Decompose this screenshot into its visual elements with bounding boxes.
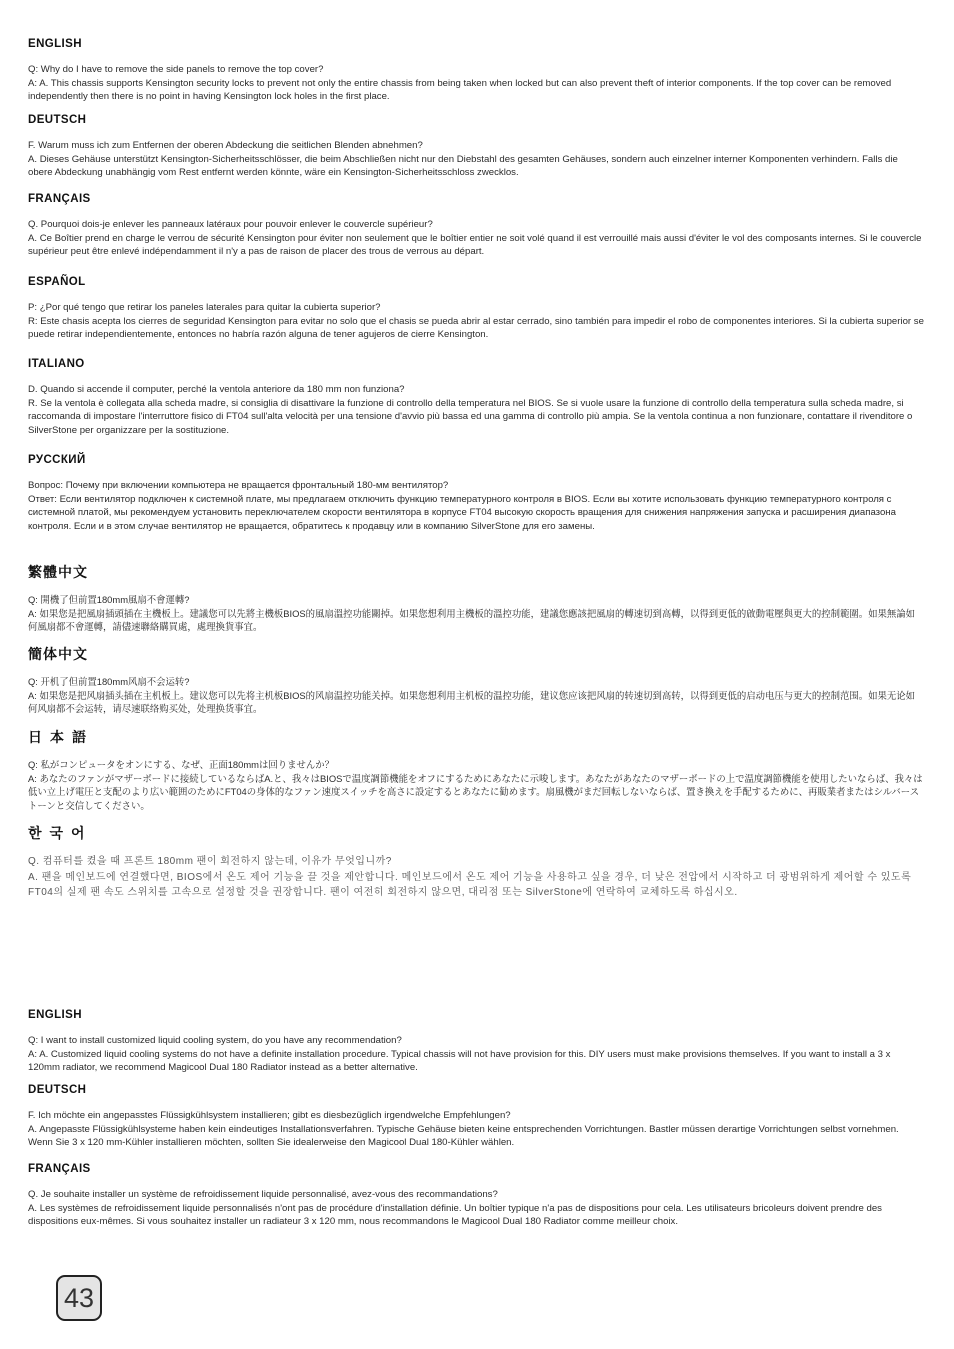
section-heading: ENGLISH: [28, 1009, 82, 1021]
section-korean: [28, 823, 924, 901]
section-italiano: [28, 358, 924, 437]
section-english-2: [28, 1009, 924, 1075]
question-text: F. Ich möchte ein angepasstes Flüssigkühlsystem installieren; gibt es diesbezüglich irgendwelche Empfehlungen?: [28, 1110, 511, 1121]
section-deutsch-2: [28, 1084, 924, 1150]
section-heading: ESPAÑOL: [28, 276, 86, 288]
section-heading: 簡体中文: [28, 646, 88, 662]
question-text: Q. Je souhaite installer un système de refroidissement liquide personnalisé, avez-vous des recommandations?: [28, 1189, 498, 1200]
section-traditional-chinese: [28, 562, 924, 634]
section-heading: 繁體中文: [28, 564, 88, 580]
section-english-1: [28, 38, 924, 104]
question-text: Q. Pourquoi dois-je enlever les panneaux latéraux pour pouvoir enlever le couvercle supérieur?: [28, 219, 433, 230]
section-heading: РУССКИЙ: [28, 454, 86, 466]
question-text: Q: I want to install customized liquid cooling system, do you have any recommendation?: [28, 1035, 402, 1046]
answer-text: A. Les systèmes de refroidissement liquide personnalisés n'ont pas de procédure d'installation définie. Un boîtier typique n'a pas de dispositions pour cela. Les utilisateurs bricoleurs doivent prendre des dispositions eux-mêmes. Si vous souhaitez installer un radiateur 3 x 120 mm, nous recommandons le Magicool Dual 180 Radiator comme meilleur choix.: [28, 1202, 882, 1228]
question-text: P: ¿Por qué tengo que retirar los paneles laterales para quitar la cubierta superior?: [28, 302, 381, 313]
answer-text: R: Este chasis acepta los cierres de seguridad Kensington para evitar no solo que el chasis se pueda abrir al estar cerrado, sino también para impedir el robo de componentes interiores. Si la cubierta superior se puede retirar independientemente, entonces no habría razón alguna de tener agujeros de cierre Kensington.: [28, 315, 924, 341]
answer-text: Ответ: Если вентилятор подключен к системной плате, мы предлагаем отключить функцию температурного контроля в BIOS. Если вы хотите использовать функцию температурного контроля с системной платой, мы рекомендуем установить переключателем скорости вентилятора в корпусе FT04 высокую скорость вращения для снижения напряжения запуска и расширения диапазона контроля. Если и в этом случае вентилятор не вращается, обратитесь к продавцу или в компанию SilverStone для его замены.: [28, 493, 896, 532]
question-text: F. Warum muss ich zum Entfernen der oberen Abdeckung die seitlichen Blenden abnehmen?: [28, 140, 423, 151]
question-text: Q: Why do I have to remove the side panels to remove the top cover?: [28, 64, 324, 75]
section-espanol: [28, 276, 924, 342]
section-francais-1: [28, 193, 924, 259]
answer-text: A: 如果您是把风扇插头插在主机板上。建议您可以先将主机板BIOS的风扇温控功能关掉。如果您想利用主机板的温控功能，建议您应该把风扇的转速切到高转，以得到更低的启动电压与更大的控制范围。如果无论如何风扇都不会运转，请尽速联络购买处，处理换货事宜。: [28, 689, 915, 715]
answer-text: A: あなたのファンがマザーボードに接続しているならばA.と、我々はBIOSで温度調節機能をオフにするためにあなたに示唆します。あなたがあなたのマザーボードの上で温度調節機能を使用したいならば、我々は低い立上げ電圧と支配のより広い範囲のためにFT04の身体的なファン速度スイッチを高さに設定するとあなたに勧めます。扇風機がまだ回転しないならば、置き換えを手配するために、再販業者またはシルバーストーンと交信してください。: [28, 772, 923, 811]
question-text: Q: 開機了但前置180mm風扇不會運轉?: [28, 594, 190, 605]
answer-text: A: A. Customized liquid cooling systems do not have a definite installation procedure. Typical chassis will not have provision for this. DIY users must make provisions themselves. If you want to install a 3 x 120mm radiator, we recommend Magicool Dual 180 Radiator instead as a better alternative.: [28, 1048, 891, 1074]
section-heading: ENGLISH: [28, 38, 82, 50]
section-heading: ITALIANO: [28, 358, 85, 370]
section-francais-2: [28, 1163, 924, 1229]
question-text: Q: 开机了但前置180mm风扇不会运转?: [28, 676, 190, 687]
answer-text: A: 如果您是把風扇插頭插在主機板上。建議您可以先將主機板BIOS的風扇溫控功能關掉。如果您想利用主機板的溫控功能，建議您應該把風扇的轉速切到高轉，以得到更低的啟動電壓與更大的控制範圍。如果無論如何風扇都不會運轉，請儘速聯絡購買處，處理換貨事宜。: [28, 607, 915, 633]
question-text: D. Quando si accende il computer, perché la ventola anteriore da 180 mm non funziona?: [28, 384, 405, 395]
section-deutsch-1: [28, 114, 924, 180]
section-heading: FRANÇAIS: [28, 193, 91, 205]
answer-text: A: A. This chassis supports Kensington security locks to prevent not only the entire chassis from being taken when locked but can also prevent theft of interior components. If the top cover can be removed independently then there is no point in having Kensington lock holes in the first place.: [28, 77, 892, 103]
answer-text: A. Angepasste Flüssigkühlsysteme haben kein eindeutiges Installationsverfahren. Typische Gehäuse bieten keine entsprechenden Vorrichtungen. Bastler müssen derartige Vorrichtungen selbst vornehmen. Wenn Sie 3 x 120 mm-Kühler installieren möchten, sollten Sie idealerweise den Magicool Dual 180-Kühler wählen.: [28, 1123, 899, 1149]
answer-text: A. Dieses Gehäuse unterstützt Kensington-Sicherheitsschlösser, die beim Abschließen nicht nur den Diebstahl des gesamten Gehäuses, sondern auch einzelner interner Komponenten verhindern. Falls die obere Abdeckung unabhängig vom Rest entfernt werden könnte, wäre ein Kensington-Sicherheitsschloss zwecklos.: [28, 153, 898, 179]
question-text: Вопрос: Почему при включении компьютера не вращается фронтальный 180-мм вентилятор?: [28, 480, 449, 491]
section-russian: [28, 454, 924, 533]
question-text: Q. 컴퓨터를 켰을 때 프론트 180mm 팬이 회전하지 않는데, 이유가 무엇입니까?: [28, 856, 392, 867]
section-heading: FRANÇAIS: [28, 1163, 91, 1175]
section-simplified-chinese: [28, 644, 924, 716]
page-number: 43: [56, 1275, 102, 1321]
answer-text: A. 팬을 메인보드에 연결했다면, BIOS에서 온도 제어 기능을 끌 것을 제안합니다. 메인보드에서 온도 제어 기능을 사용하고 싶을 경우, 더 낮은 전압에서 시작하고 더 광범위하게 제어할 수 있도록 FT04의 실제 팬 속도 스위치를 고속으로 설정할 것을 권장합니다. 팬이 여전히 회전하지 않으면, 대리점 또는 SilverStone에 연락하여 교체하도록 하십시오.: [28, 871, 912, 898]
answer-text: R. Se la ventola è collegata alla scheda madre, si consiglia di disattivare la funzione di controllo della temperatura nel BIOS. Se si vuole usare la funzione di controllo della temperatura sulla scheda madre, si raccomanda di impostare l'interruttore fisico di FT04 sull'alta velocità per una tensione d'avvio più bassa ed una gamma di controllo più ampia. Se la ventola continua a non funzionare, contattare il rivenditore o SilverStone per organizzare per la sostituzione.: [28, 397, 913, 436]
question-text: Q: 私がコンピュータをオンにする、なぜ、正面180mmは回りませんか？: [28, 759, 334, 770]
section-heading: DEUTSCH: [28, 114, 87, 126]
answer-text: A. Ce Boîtier prend en charge le verrou de sécurité Kensington pour éviter non seulement que le boîtier entier ne soit volé quand il est verrouillé mais aussi d'éviter le vol des composants internes. Si le couvercle supérieur peut être enlevé indépendamment il n'y a pas de raison de placer des trous de verrous au départ.: [28, 232, 922, 258]
section-heading: 한국어: [28, 825, 93, 841]
section-japanese: [28, 727, 924, 812]
section-heading: DEUTSCH: [28, 1084, 87, 1096]
section-heading: 日本語: [28, 729, 94, 745]
